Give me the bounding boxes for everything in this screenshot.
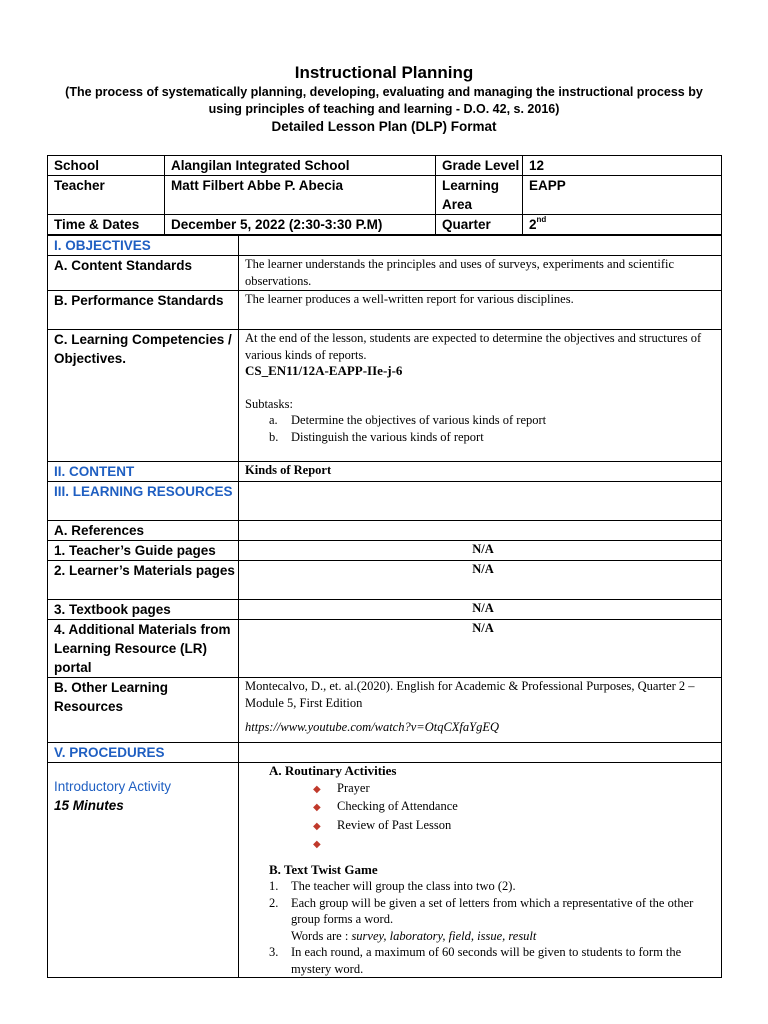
performance-standards-label: B. Performance Standards [48,291,239,330]
school-label: School [48,156,165,176]
format-heading: Detailed Lesson Plan (DLP) Format [271,119,497,134]
learners-materials-value: N/A [239,561,722,600]
info-table [47,155,722,235]
game-step [245,878,721,895]
objectives-heading: I. OBJECTIVES [48,236,239,256]
routinary-item [245,817,721,836]
game-step-text: Each group will be given a set of letters from which a representative of the other group forms a word. [291,895,694,926]
quarter-value [523,215,722,235]
procedures-heading-row [48,743,722,763]
school-value: Alangilan Integrated School [165,156,436,176]
game-step [245,895,721,928]
textbook-row [48,600,722,620]
page-subtitle: (The process of systematically planning, developing, evaluating and managing the instructional process by using principles of teaching and learning - D.O. 42, s. 2016) [65,85,703,116]
teachers-guide-value: N/A [239,541,722,561]
plan-table [47,235,722,978]
content-heading: II. CONTENT [48,462,239,482]
youtube-link[interactable]: https://www.youtube.com/watch?v=OtqCXfaYgEQ [245,720,500,734]
info-row-school [48,156,722,176]
game-step-text: The teacher will group the class into two (2). [291,879,516,893]
subtask-item [245,412,721,429]
performance-standards-row [48,291,722,330]
arrow-bullet-icon: ◆ [313,820,321,832]
arrow-bullet-icon: ◆ [313,802,321,813]
arrow-bullet-icon: ◆ [313,783,321,795]
references-label: A. References [48,521,239,541]
resources-heading: III. LEARNING RESOURCES [48,482,239,521]
game-step-text: In each round, a maximum of 60 seconds will be given to students to form the mystery word. [291,945,682,976]
introductory-activity-label: Introductory Activity [54,779,172,794]
introductory-activity-cell [48,763,239,978]
introductory-activity-time: 15 Minutes [54,798,124,813]
game-step [245,944,721,977]
words-list: survey, laboratory, field, issue, result [351,928,537,943]
game-heading: B. Text Twist Game [269,861,378,877]
competency-code: CS_EN11/12A-EAPP-IIe-j-6 [245,363,403,378]
objectives-heading-row [48,236,722,256]
routinary-item-text: Checking of Attendance [337,799,458,813]
subtask-marker: b. [269,429,279,444]
competencies-text: At the end of the lesson, students are expected to determine the objectives and structures of various kinds of reports. [245,331,702,362]
teacher-label: Teacher [48,176,165,215]
teacher-value: Matt Filbert Abbe P. Abecia [165,176,436,215]
routinary-item [245,780,721,799]
procedures-heading: V. PROCEDURES [48,743,239,763]
arrow-bullet-icon: ◆ [313,839,321,850]
routinary-item-text: Prayer [337,780,370,795]
competencies-row [48,330,722,462]
resources-heading-row [48,482,722,521]
words-line [245,928,721,945]
routinary-item [245,798,721,817]
learners-materials-label: 2. Learner’s Materials pages [48,561,239,600]
info-row-time [48,215,722,235]
area-label: Learning Area [436,176,523,215]
content-standards-label: A. Content Standards [48,256,239,291]
subtask-marker: a. [269,413,278,427]
content-value: Kinds of Report [239,462,722,482]
routinary-heading: A. Routinary Activities [269,763,397,778]
teachers-guide-row [48,541,722,561]
subtask-item [245,429,721,446]
area-value: EAPP [523,176,722,215]
other-resources-row [48,678,722,743]
content-standards-value: The learner understands the principles and uses of surveys, experiments and scientific observations. [239,256,722,291]
subtask-text: Determine the objectives of various kinds of report [291,413,547,427]
introductory-activity-row [48,763,722,978]
info-row-teacher [48,176,722,215]
game-step-number: 2. [269,895,279,910]
content-standards-row [48,256,722,291]
textbook-value: N/A [239,600,722,620]
additional-materials-row [48,620,722,678]
other-resources-citation: Montecalvo, D., et. al.(2020). English for Academic & Professional Purposes, Quarter 2 – Module 5, First Edition [245,679,695,710]
references-row [48,521,722,541]
time-value: December 5, 2022 (2:30-3:30 P.M) [165,215,436,235]
routinary-item [245,835,721,854]
additional-materials-value: N/A [239,620,722,678]
game-step-number: 3. [269,945,279,959]
quarter-label: Quarter [436,215,523,235]
other-resources-label: B. Other Learning Resources [48,678,239,743]
competencies-cell [239,330,722,462]
additional-materials-label: 4. Additional Materials from Learning Resource (LR) portal [48,620,239,678]
time-label: Time & Dates [48,215,165,235]
grade-label: Grade Level [436,156,523,176]
performance-standards-value: The learner produces a well-written report for various disciplines. [239,291,722,330]
game-step-number: 1. [269,879,279,893]
learners-materials-row [48,561,722,600]
words-prefix: Words are : [291,928,352,943]
grade-value: 12 [523,156,722,176]
competencies-label: C. Learning Competencies / Objectives. [48,330,239,462]
subtasks-label: Subtasks: [245,396,293,411]
quarter-number: 2 [529,217,537,232]
routinary-item-text: Review of Past Lesson [337,817,452,832]
textbook-label: 3. Textbook pages [48,600,239,620]
content-row [48,462,722,482]
quarter-suffix: nd [536,215,547,224]
subtask-text: Distinguish the various kinds of report [291,429,484,444]
page-title: Instructional Planning [294,63,474,82]
introductory-activity-content [239,763,722,978]
other-resources-cell [239,678,722,743]
teachers-guide-label: 1. Teacher’s Guide pages [48,541,239,561]
